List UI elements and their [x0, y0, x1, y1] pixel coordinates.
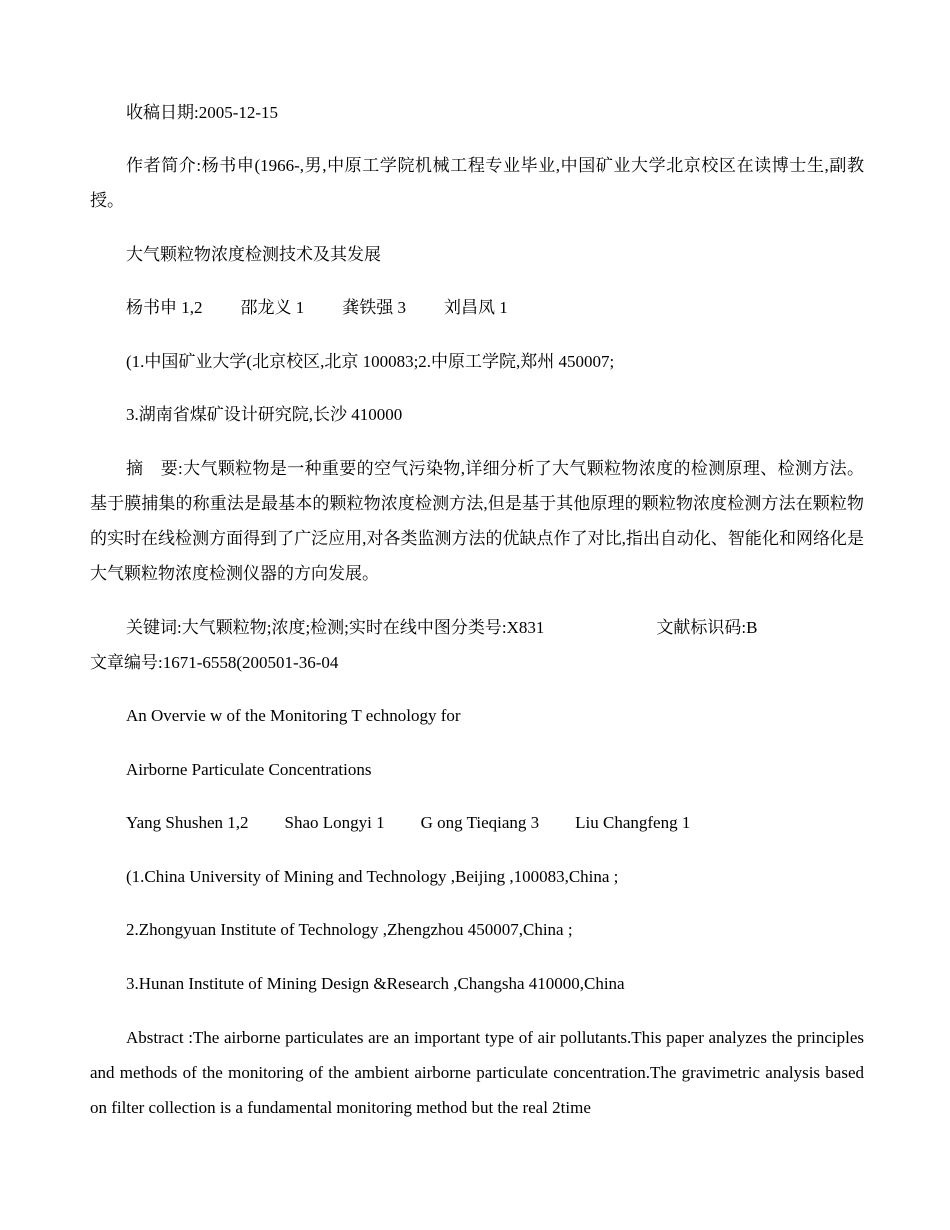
cn-author-3: 龚铁强 3: [342, 298, 406, 317]
english-affiliation-3: 3.Hunan Institute of Mining Design &Research ,Changsha 410000,China: [126, 974, 625, 993]
chinese-affiliation-2: 3.湖南省煤矿设计研究院,长沙 410000: [126, 405, 403, 424]
cn-author-2: 邵龙义 1: [240, 298, 305, 317]
chinese-abstract: 摘 要:大气颗粒物是一种重要的空气污染物,详细分析了大气颗粒物浓度的检测原理、检测方法。基于膜捕集的称重法是最基本的颗粒物浓度检测方法,但是基于其他原理的颗粒物浓度检测方法在颗粒物的实时在线检测方面得到了广泛应用,对各类监测方法的优缺点作了对比,指出自动化、智能化和网络化是大气颗粒物浓度检测仪器的方向发展。: [90, 459, 864, 583]
chinese-affiliation-1: (1.中国矿业大学(北京校区,北京 100083;2.中原工学院,郑州 450007;: [126, 352, 615, 371]
english-title-line-2: Airborne Particulate Concentrations: [126, 760, 372, 779]
keywords-line: [90, 610, 864, 645]
english-title-line-1: An Overvie w of the Monitoring T echnology for: [126, 706, 461, 725]
cn-author-4: 刘昌凤 1: [444, 298, 508, 317]
document-code: 文献标识码:B: [656, 618, 758, 637]
article-number: 文章编号:1671-6558(200501-36-04: [90, 653, 339, 672]
english-authors: [90, 805, 864, 840]
english-affiliation-2: 2.Zhongyuan Institute of Technology ,Zhengzhou 450007,China ;: [126, 920, 573, 939]
en-author-3: G ong Tieqiang 3: [420, 813, 540, 832]
en-author-4: Liu Changfeng 1: [575, 813, 691, 832]
keywords: 关键词:大气颗粒物;浓度;检测;实时在线中图分类号:X831: [126, 618, 545, 637]
chinese-authors: [90, 290, 864, 325]
received-date: 收稿日期:2005-12-15: [126, 103, 279, 122]
en-author-1: Yang Shushen 1,2: [126, 813, 249, 832]
document-page: [90, 0, 864, 1230]
chinese-title: 大气颗粒物浓度检测技术及其发展: [126, 245, 381, 264]
author-bio: 作者简介:杨书申(1966-,男,中原工学院机械工程专业毕业,中国矿业大学北京校区在读博士生,副教授。: [90, 156, 864, 210]
cn-author-1: 杨书申 1,2: [126, 298, 203, 317]
english-abstract: Abstract :The airborne particulates are an important type of air pollutants.This paper analyzes the principles and methods of the monitoring of the ambient airborne particulate concentration.The gravimetric analysis based on filter collection is a fundamental monitoring method but the real 2time: [90, 1028, 864, 1117]
en-author-2: Shao Longyi 1: [284, 813, 385, 832]
english-affiliation-1: (1.China University of Mining and Technology ,Beijing ,100083,China ;: [126, 867, 619, 886]
